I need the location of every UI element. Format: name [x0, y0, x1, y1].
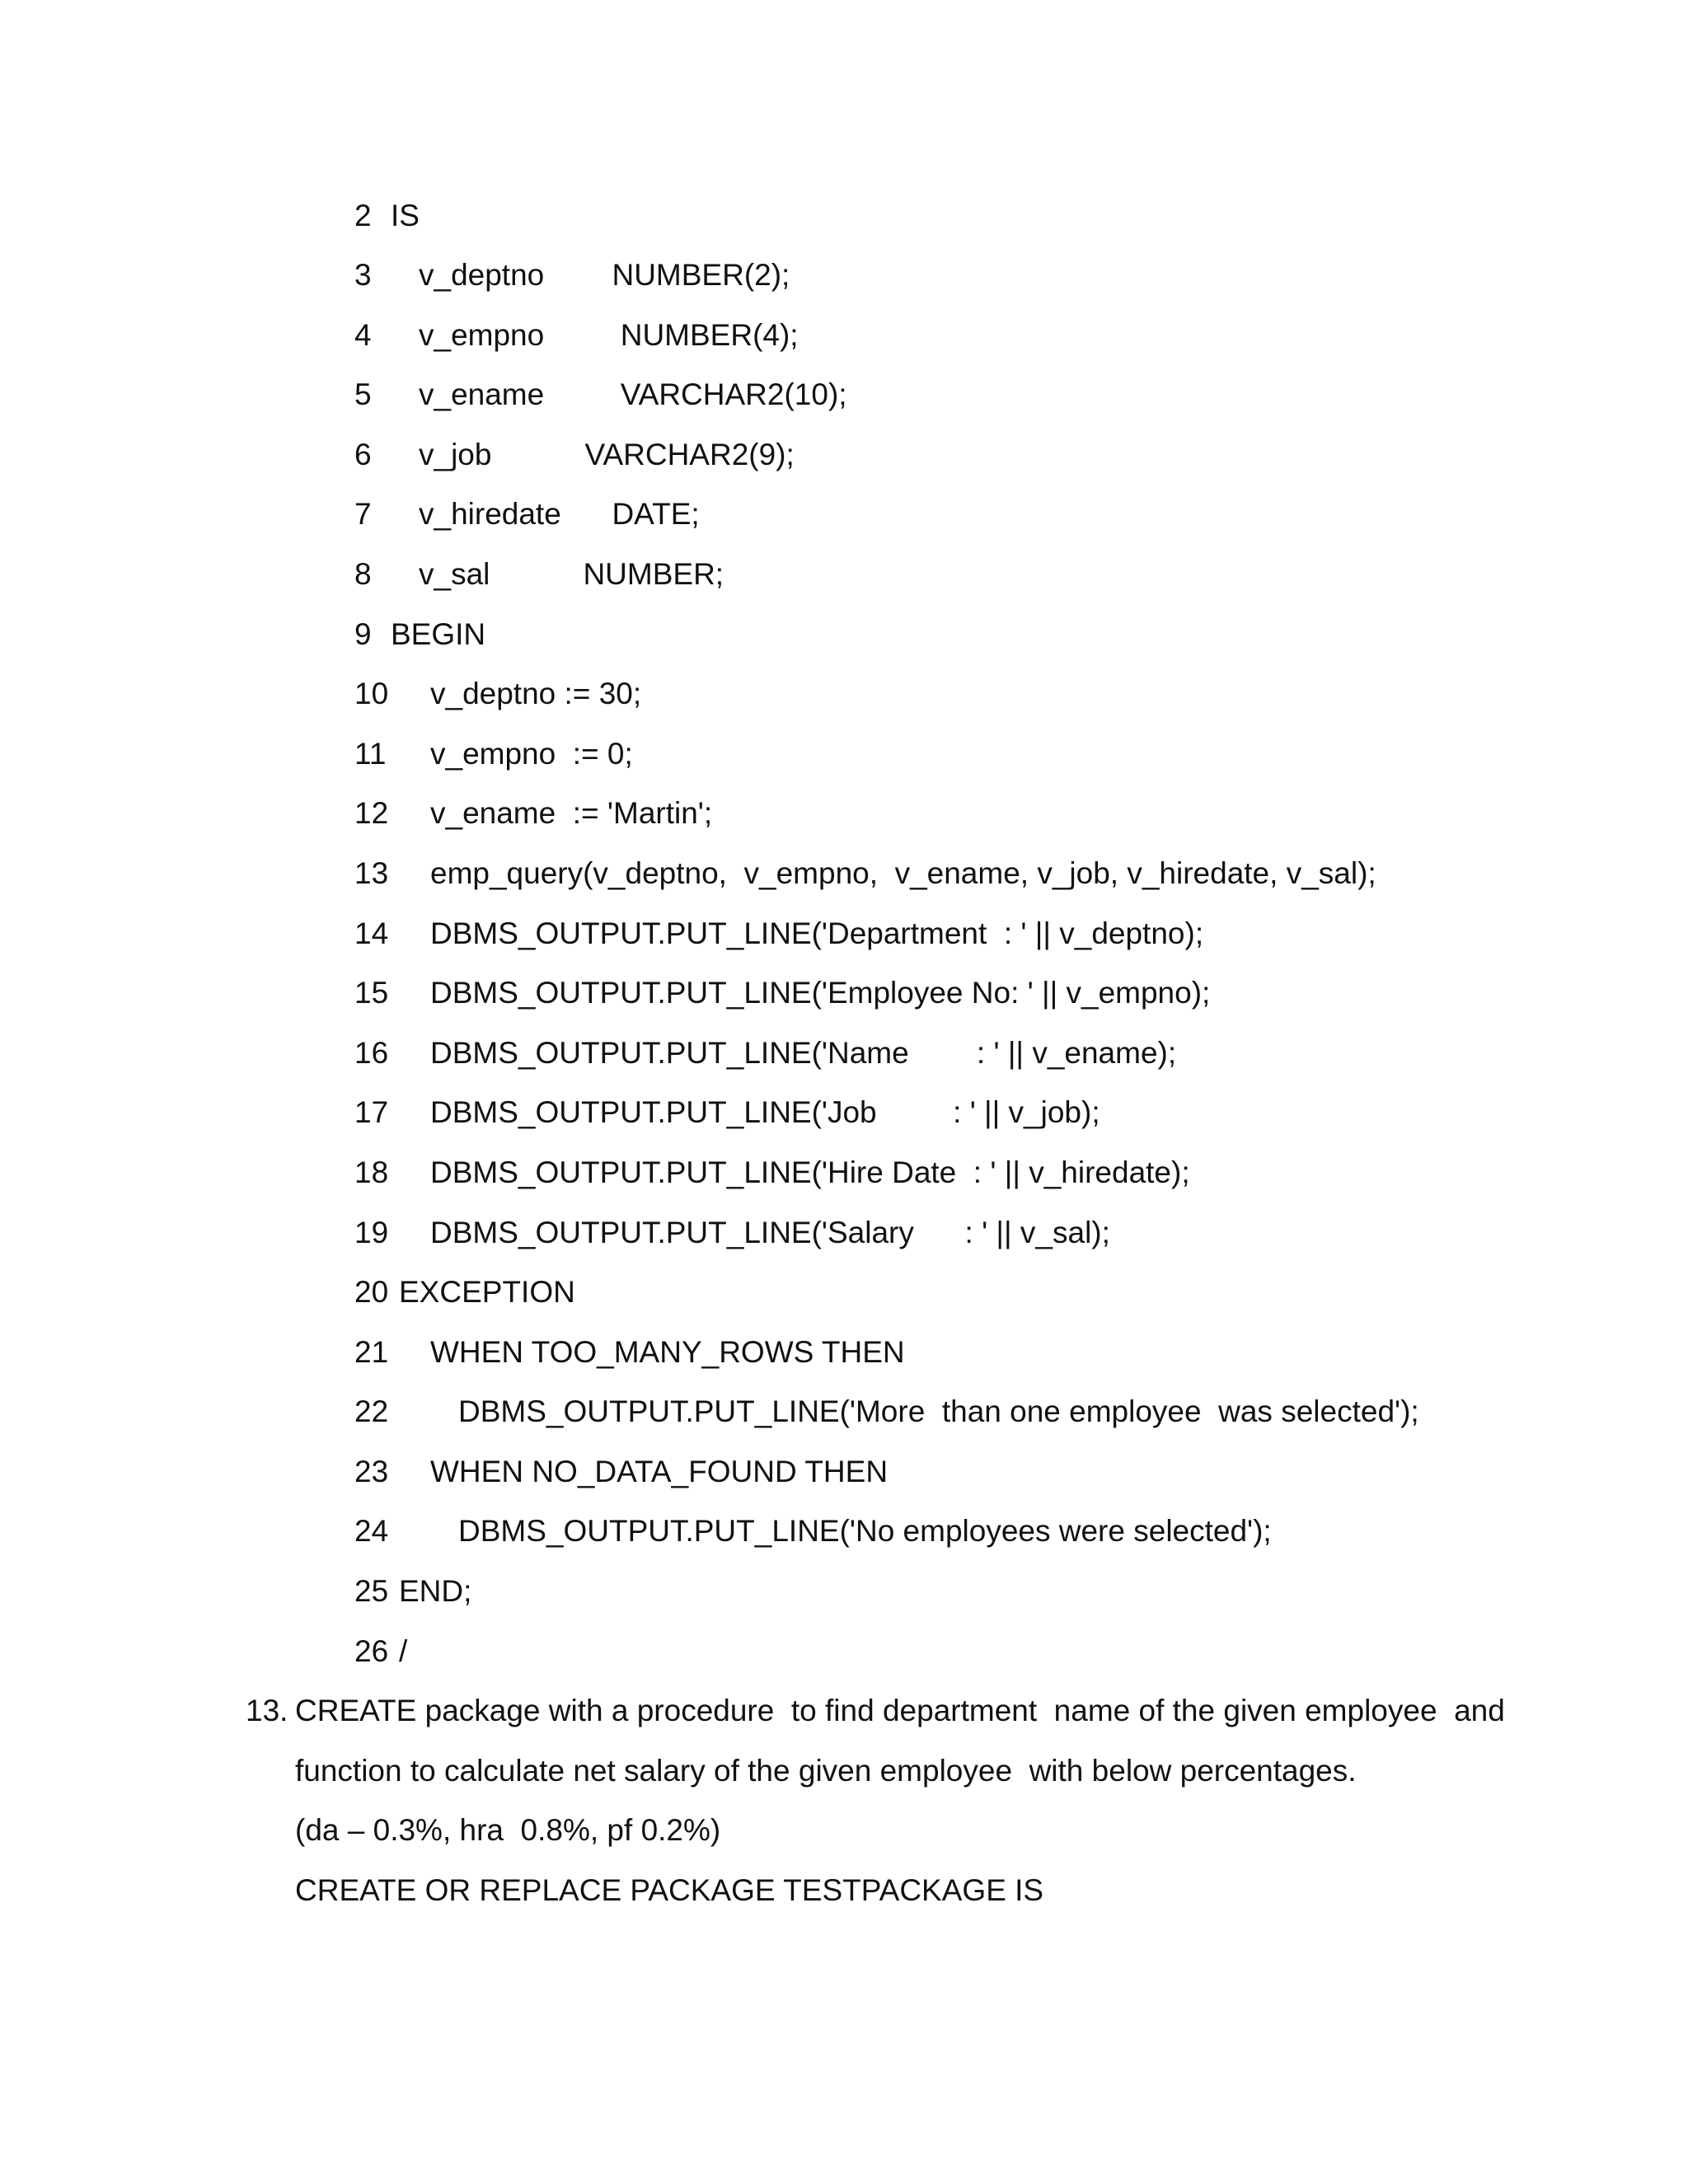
code-text: emp_query(v_deptno, v_empno, v_ename, v_job, v_hiredate, v_sal); — [430, 856, 1376, 890]
line-number: 14 — [354, 916, 389, 950]
question-text-line: CREATE package with a procedure to find department name of the given employee and — [295, 1694, 1505, 1727]
code-text: v_job VARCHAR2(9); — [419, 438, 795, 471]
code-text: DBMS_OUTPUT.PUT_LINE('Job : ' || v_job); — [430, 1095, 1100, 1129]
line-number: 3 — [354, 258, 372, 292]
code-text: v_empno NUMBER(4); — [419, 318, 799, 352]
code-text: DBMS_OUTPUT.PUT_LINE('Employee No: ' || v_empno); — [430, 976, 1211, 1010]
line-number: 25 — [354, 1574, 389, 1608]
code-text: DBMS_OUTPUT.PUT_LINE('No employees were selected'); — [458, 1514, 1272, 1548]
code-text: EXCEPTION — [399, 1275, 575, 1309]
line-number: 19 — [354, 1216, 389, 1249]
line-number: 20 — [354, 1275, 389, 1309]
code-text: IS — [391, 199, 420, 232]
line-number: 7 — [354, 497, 372, 531]
line-number: 24 — [354, 1514, 389, 1548]
line-number: 13 — [354, 856, 389, 890]
code-text: DBMS_OUTPUT.PUT_LINE('More than one employee was selected'); — [458, 1394, 1419, 1428]
code-text: END; — [399, 1574, 472, 1608]
question-number: 13. — [246, 1694, 288, 1727]
line-number: 15 — [354, 976, 389, 1010]
line-number: 2 — [354, 199, 372, 232]
code-text: DBMS_OUTPUT.PUT_LINE('Salary : ' || v_sal); — [430, 1216, 1110, 1249]
line-number: 5 — [354, 377, 372, 411]
line-number: 4 — [354, 318, 372, 352]
line-number: 8 — [354, 557, 372, 591]
line-number: 12 — [354, 796, 389, 830]
code-text: v_hiredate DATE; — [419, 497, 700, 531]
question-text-line: CREATE OR REPLACE PACKAGE TESTPACKAGE IS — [295, 1873, 1044, 1907]
code-text: v_sal NUMBER; — [419, 557, 724, 591]
code-text: v_empno := 0; — [430, 737, 633, 771]
code-text: v_ename VARCHAR2(10); — [419, 377, 847, 411]
code-text: DBMS_OUTPUT.PUT_LINE('Hire Date : ' || v_hiredate); — [430, 1155, 1190, 1189]
code-text: v_ename := 'Martin'; — [430, 796, 713, 830]
code-text: / — [399, 1634, 408, 1668]
line-number: 26 — [354, 1634, 389, 1668]
code-text: DBMS_OUTPUT.PUT_LINE('Name : ' || v_ename); — [430, 1036, 1177, 1070]
code-text: v_deptno := 30; — [430, 677, 642, 710]
line-number: 16 — [354, 1036, 389, 1070]
question-text-line: (da – 0.3%, hra 0.8%, pf 0.2%) — [295, 1813, 721, 1847]
line-number: 23 — [354, 1455, 389, 1488]
code-text: WHEN TOO_MANY_ROWS THEN — [430, 1335, 905, 1369]
line-number: 11 — [354, 737, 387, 771]
question-text-line: function to calculate net salary of the given employee with below percentages. — [295, 1754, 1357, 1788]
line-number: 17 — [354, 1095, 389, 1129]
line-number: 9 — [354, 617, 372, 651]
code-text: v_deptno NUMBER(2); — [419, 258, 790, 292]
line-number: 6 — [354, 438, 372, 471]
line-number: 21 — [354, 1335, 389, 1369]
line-number: 22 — [354, 1394, 389, 1428]
line-number: 18 — [354, 1155, 389, 1189]
code-text: WHEN NO_DATA_FOUND THEN — [430, 1455, 889, 1488]
line-number: 10 — [354, 677, 389, 710]
code-text: BEGIN — [391, 617, 486, 651]
code-text: DBMS_OUTPUT.PUT_LINE('Department : ' || v_deptno); — [430, 916, 1204, 950]
